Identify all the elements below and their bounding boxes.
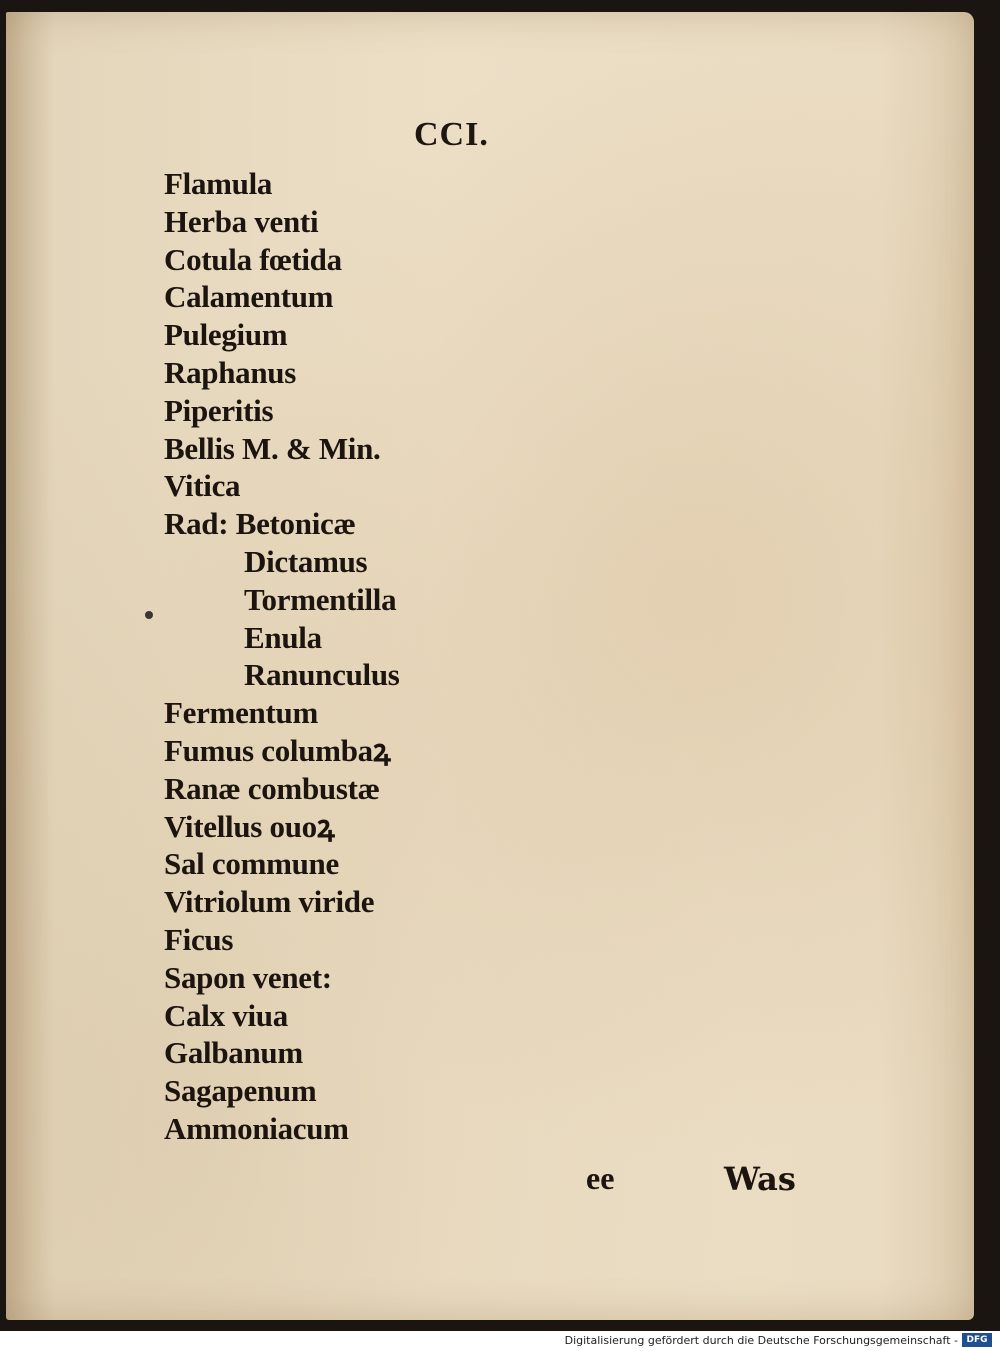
- ingredient-list: [164, 165, 400, 1148]
- list-item: Ranæ combustæ: [164, 770, 380, 806]
- book-page: [6, 12, 974, 1320]
- list-item: Bellis M. & Min.: [164, 430, 381, 466]
- list-item: Ficus: [164, 921, 234, 957]
- list-item: Calamentum: [164, 279, 334, 315]
- signature-mark: ee: [586, 1160, 615, 1196]
- footer-credit: Digitalisierung gefördert durch die Deutsche Forschungsgemeinschaft -: [564, 1334, 958, 1347]
- list-item: Ranunculus: [244, 657, 400, 693]
- list-item: Flamula: [164, 166, 273, 201]
- list-item: Enula: [244, 619, 322, 655]
- list-item: Sal commune: [164, 846, 339, 882]
- list-item: Fermentum: [164, 695, 318, 731]
- catchword: Was: [724, 1160, 796, 1198]
- list-item: Vitellus ouoꝝ: [164, 808, 335, 844]
- list-item: Rad: Betonicæ: [164, 506, 356, 542]
- list-item: Fumus columbaꝝ: [164, 732, 391, 768]
- list-item: Cotula fœtida: [164, 241, 342, 277]
- ink-speck: [145, 611, 153, 619]
- list-item: Raphanus: [164, 354, 297, 390]
- page-header-folio: CCI.: [414, 116, 489, 153]
- list-item: Vitica: [164, 468, 241, 504]
- dfg-logo-icon: DFG: [962, 1333, 992, 1347]
- list-item: Ammoniacum: [164, 1110, 349, 1146]
- digitization-footer: [0, 1331, 1000, 1351]
- list-item: Sagapenum: [164, 1073, 317, 1109]
- list-item: Tormentilla: [244, 581, 397, 617]
- list-item: Galbanum: [164, 1035, 303, 1071]
- list-item: Pulegium: [164, 317, 288, 353]
- list-item: Sapon venet:: [164, 959, 332, 995]
- list-item: Calx viua: [164, 997, 288, 1033]
- list-item: Piperitis: [164, 392, 274, 428]
- list-item: Herba venti: [164, 203, 319, 239]
- list-item: Dictamus: [244, 543, 368, 579]
- list-item: Vitriolum viride: [164, 884, 375, 920]
